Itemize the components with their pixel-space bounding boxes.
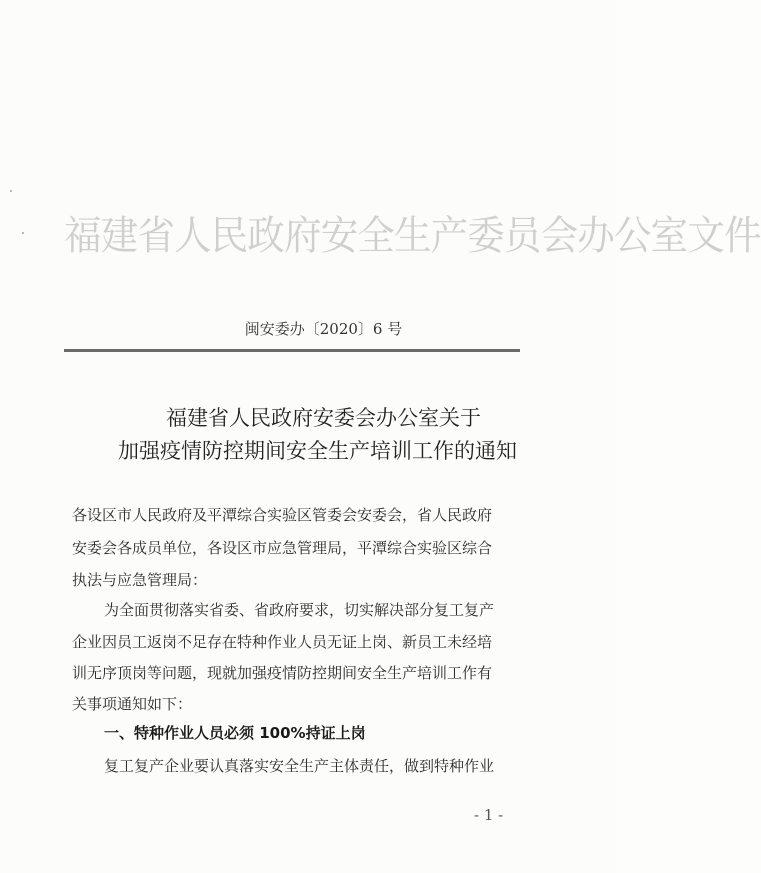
document-number: 闽安委办〔2020〕6 号 — [244, 320, 403, 338]
section-body-line: 复工复产企业要认真落实安全生产主体责任，做到特种作业 — [104, 757, 495, 775]
document-header-title: 福建省人民政府安全生产委员会办公室文件 — [64, 213, 761, 259]
recipients-line: 执法与应急管理局： — [72, 571, 208, 589]
page-number: - 1 - — [474, 806, 504, 824]
notice-title-line-2: 加强疫情防控期间安全生产培训工作的通知 — [118, 439, 517, 463]
paragraph-line: 企业因员工返岗不足存在特种作业人员无证上岗、新员工未经培 — [72, 633, 493, 651]
scan-speck — [22, 232, 24, 234]
paragraph-line: 关事项通知如下： — [72, 695, 193, 713]
recipients-line: 安委会各成员单位，各设区市应急管理局，平潭综合实验区综合 — [72, 539, 493, 557]
paragraph-line: 为全面贯彻落实省委、省政府要求，切实解决部分复工复产 — [104, 601, 495, 619]
scan-speck — [10, 190, 12, 192]
notice-title-line-1: 福建省人民政府安委会办公室关于 — [166, 406, 481, 430]
paragraph-line: 训无序顶岗等问题，现就加强疫情防控期间安全生产培训工作有 — [72, 664, 493, 682]
recipients-line: 各设区市人民政府及平潭综合实验区管委会安委会，省人民政府 — [72, 506, 493, 524]
section-heading: 一、特种作业人员必须 100%持证上岗 — [104, 724, 366, 742]
header-divider — [64, 349, 520, 352]
